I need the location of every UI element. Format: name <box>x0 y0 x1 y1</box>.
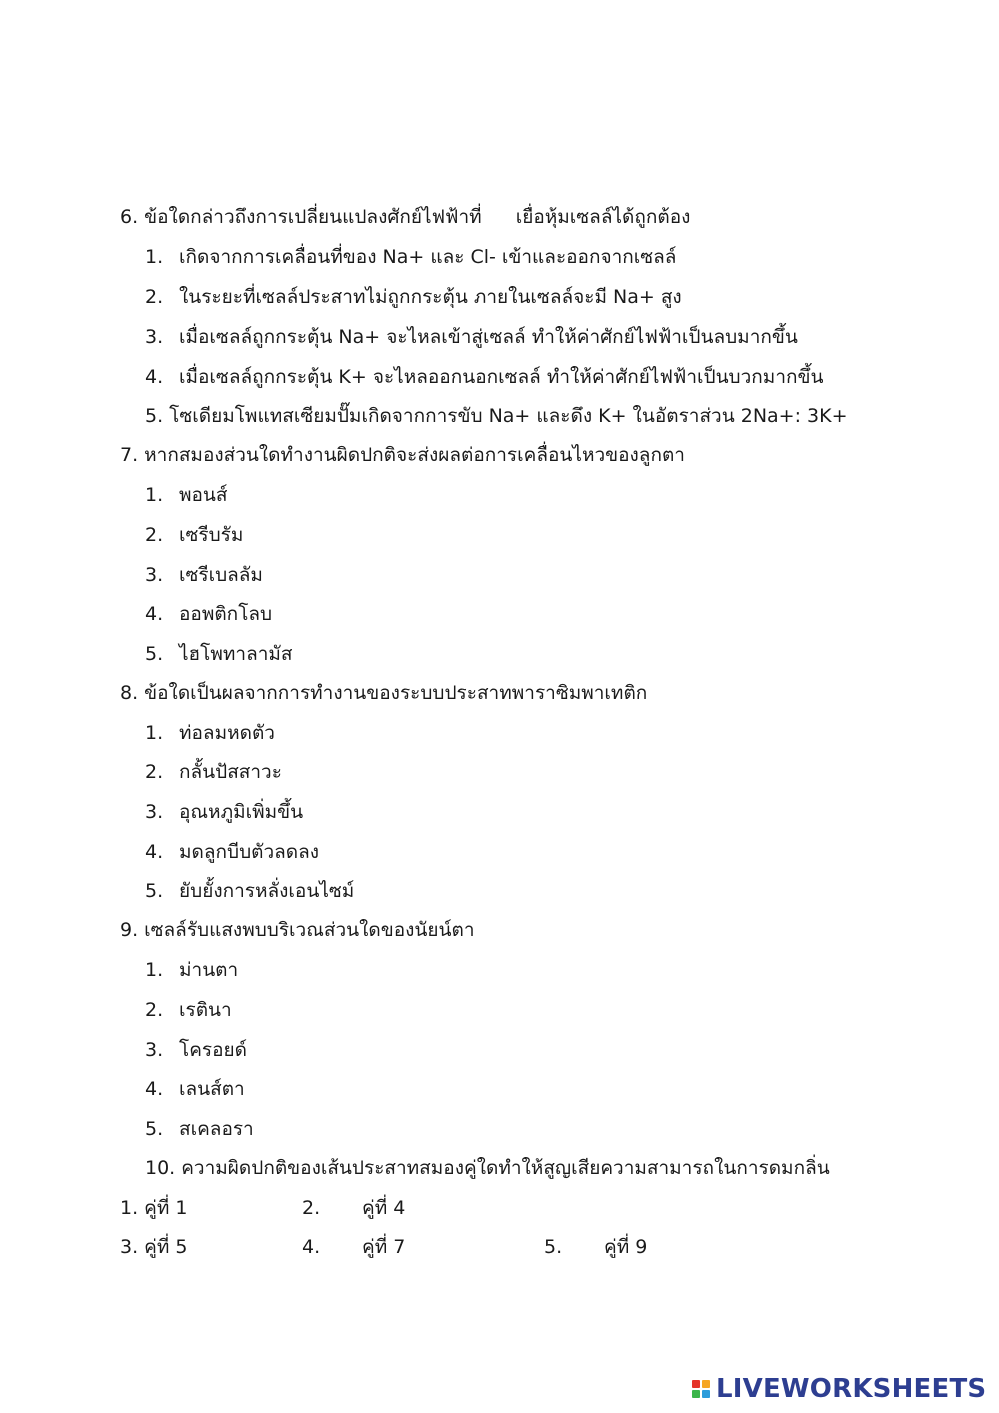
option-number: 3. <box>145 564 164 586</box>
option-number: 3. <box>120 1236 139 1258</box>
option-number: 5. <box>544 1236 563 1258</box>
logo-text: LIVEWORKSHEETS <box>716 1374 987 1404</box>
q8-option-2[interactable] <box>145 760 282 784</box>
option-text: กลั้นปัสสาวะ <box>179 761 282 783</box>
option-number: 2. <box>145 286 164 308</box>
option-text: เรตินา <box>179 999 232 1021</box>
option-text: พอนส์ <box>179 484 228 506</box>
question-number: 9. <box>120 919 139 941</box>
option-text: ยับยั้งการหลั่งเอนไซม์ <box>179 880 355 902</box>
question-10 <box>145 1156 830 1180</box>
option-number: 1. <box>145 722 164 744</box>
option-text: สเคลอรา <box>179 1118 254 1140</box>
q7-option-5[interactable] <box>145 642 293 666</box>
option-number: 5. <box>145 1118 164 1140</box>
option-text: คู่ที่ 4 <box>362 1197 406 1219</box>
option-number: 3. <box>145 801 164 823</box>
option-text: เซรีบรัม <box>179 524 244 546</box>
q9-option-1[interactable] <box>145 958 238 982</box>
liveworksheets-logo[interactable] <box>692 1374 986 1404</box>
q7-option-2[interactable] <box>145 523 243 547</box>
logo-mark-icon <box>692 1380 710 1398</box>
option-number: 5. <box>145 880 164 902</box>
option-text: โซเดียมโพแทสเซียมปั๊มเกิดจากการขับ Na+ และดึง K+ ในอัตราส่วน 2Na+: 3K+ <box>169 405 848 427</box>
q7-option-1[interactable] <box>145 483 228 507</box>
option-number: 3. <box>145 326 164 348</box>
q10-option-5[interactable] <box>544 1235 647 1259</box>
q8-option-1[interactable] <box>145 721 275 745</box>
option-number: 4. <box>145 603 164 625</box>
option-number: 2. <box>145 999 164 1021</box>
option-text: เมื่อเซลล์ถูกกระตุ้น Na+ จะไหลเข้าสู่เซลล์ ทำให้ค่าศักย์ไฟฟ้าเป็นลบมากขึ้น <box>179 326 798 348</box>
option-text: คู่ที่ 7 <box>362 1236 406 1258</box>
q9-option-4[interactable] <box>145 1077 245 1101</box>
question-number: 8. <box>120 682 139 704</box>
option-text: ในระยะที่เซลล์ประสาทไม่ถูกกระตุ้น ภายในเซลล์จะมี Na+ สูง <box>179 286 682 308</box>
option-number: 1. <box>145 959 164 981</box>
q10-option-2[interactable] <box>302 1196 405 1220</box>
option-text: ม่านตา <box>179 959 239 981</box>
question-text: หากสมองส่วนใดทำงานผิดปกติจะส่งผลต่อการเคลื่อนไหวของลูกตา <box>144 444 685 466</box>
option-text: อุณหภูมิเพิ่มขึ้น <box>179 801 304 823</box>
q7-option-4[interactable] <box>145 602 272 626</box>
option-text: คู่ที่ 9 <box>604 1236 648 1258</box>
option-number: 5. <box>145 643 164 665</box>
question-text: ข้อใดเป็นผลจากการทำงานของระบบประสาทพาราซิมพาเทติก <box>144 682 648 704</box>
question-6 <box>120 205 690 229</box>
q10-option-4[interactable] <box>302 1235 405 1259</box>
q9-option-5[interactable] <box>145 1117 254 1141</box>
option-text: มดลูกบีบตัวลดลง <box>179 841 320 863</box>
q8-option-5[interactable] <box>145 879 354 903</box>
q6-option-5[interactable] <box>145 404 848 428</box>
option-text: เมื่อเซลล์ถูกกระตุ้น K+ จะไหลออกนอกเซลล์ ทำให้ค่าศักย์ไฟฟ้าเป็นบวกมากขึ้น <box>179 366 824 388</box>
question-7 <box>120 443 685 467</box>
q8-option-3[interactable] <box>145 800 303 824</box>
option-number: 2. <box>145 524 164 546</box>
option-text: เลนส์ตา <box>179 1078 245 1100</box>
q10-option-3[interactable] <box>120 1235 188 1259</box>
option-text: คู่ที่ 1 <box>144 1197 188 1219</box>
question-number: 7. <box>120 444 139 466</box>
q8-option-4[interactable] <box>145 840 319 864</box>
option-number: 1. <box>120 1197 139 1219</box>
q7-option-3[interactable] <box>145 563 263 587</box>
option-text: ท่อลมหดตัว <box>179 722 275 744</box>
q6-option-4[interactable] <box>145 365 823 389</box>
question-number: 6. <box>120 206 139 228</box>
option-number: 1. <box>145 484 164 506</box>
option-number: 2. <box>302 1197 321 1219</box>
option-number: 4. <box>302 1236 321 1258</box>
q6-option-3[interactable] <box>145 325 798 349</box>
question-9 <box>120 918 475 942</box>
q9-option-3[interactable] <box>145 1038 247 1062</box>
option-number: 4. <box>145 1078 164 1100</box>
question-number: 10. <box>145 1157 176 1179</box>
option-text: ออพติกโลบ <box>179 603 273 625</box>
option-number: 3. <box>145 1039 164 1061</box>
option-text: คู่ที่ 5 <box>144 1236 188 1258</box>
option-number: 2. <box>145 761 164 783</box>
q10-option-1[interactable] <box>120 1196 188 1220</box>
option-text: โครอยด์ <box>179 1039 248 1061</box>
option-number: 4. <box>145 366 164 388</box>
option-text: เกิดจากการเคลื่อนที่ของ Na+ และ Cl- เข้าและออกจากเซลล์ <box>179 246 677 268</box>
question-text-part-a: ข้อใดกล่าวถึงการเปลี่ยนแปลงศักย์ไฟฟ้าที่ <box>144 206 482 228</box>
question-text: ความผิดปกติของเส้นประสาทสมองคู่ใดทำให้สูญเสียความสามารถในการดมกลิ่น <box>181 1157 830 1179</box>
q9-option-2[interactable] <box>145 998 232 1022</box>
question-text-part-b: เยื่อหุ้มเซลล์ได้ถูกต้อง <box>515 206 691 228</box>
question-text: เซลล์รับแสงพบบริเวณส่วนใดของนัยน์ตา <box>144 919 475 941</box>
option-text: เซรีเบลลัม <box>179 564 263 586</box>
option-number: 1. <box>145 246 164 268</box>
option-number: 5. <box>145 405 164 427</box>
option-text: ไฮโพทาลามัส <box>179 643 293 665</box>
q6-option-2[interactable] <box>145 285 682 309</box>
q6-option-1[interactable] <box>145 245 676 269</box>
question-8 <box>120 681 647 705</box>
option-number: 4. <box>145 841 164 863</box>
